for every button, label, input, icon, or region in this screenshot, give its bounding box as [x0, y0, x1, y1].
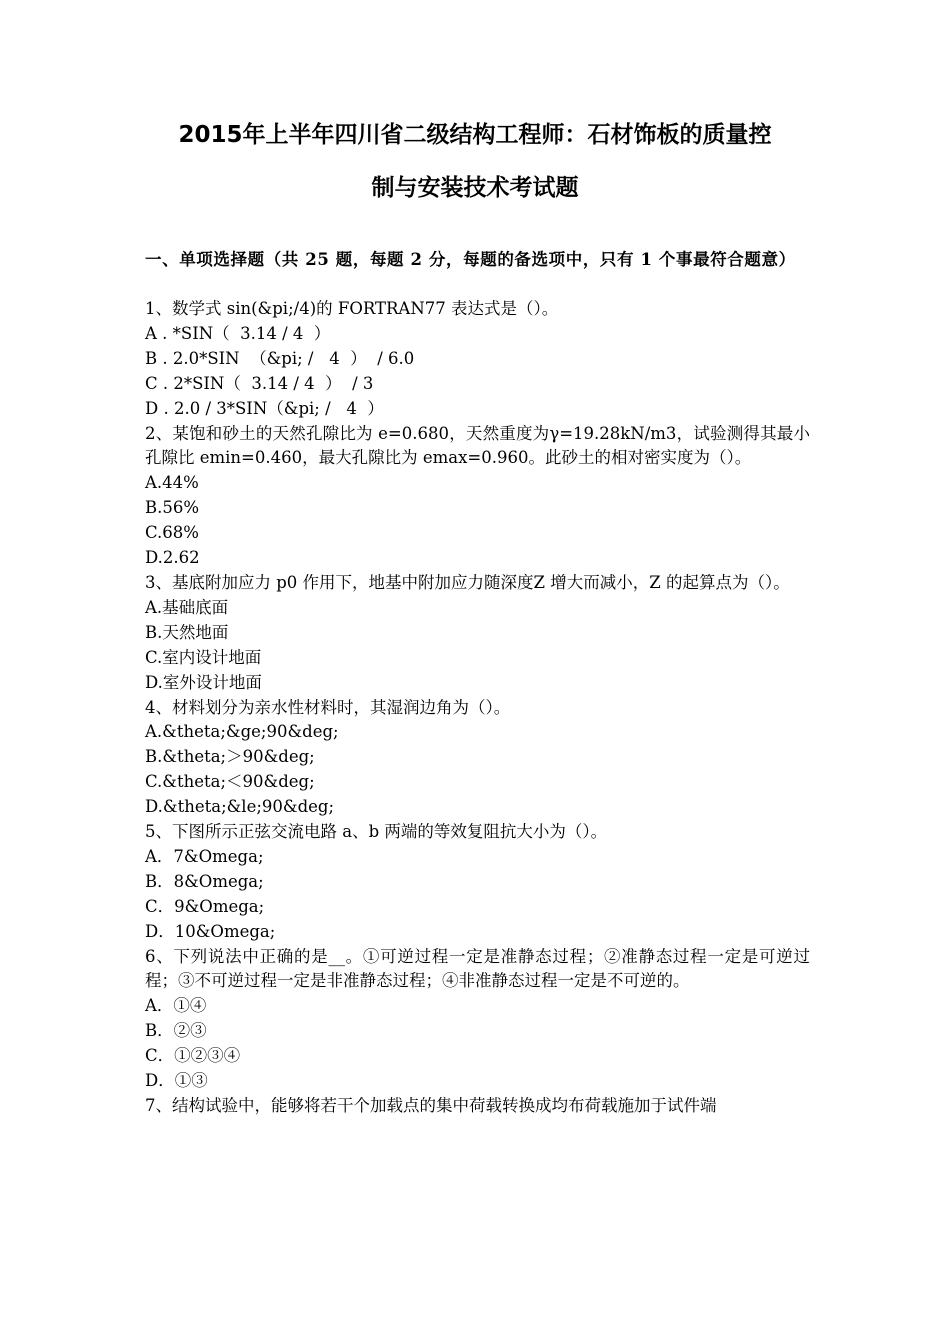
question-2-option-c: C.68% — [145, 523, 199, 543]
question-4-option-a: A.&theta;&ge;90&deg; — [145, 722, 339, 742]
question-1-option-a: A . *SIN（ 3.14 / 4 ） — [145, 323, 331, 343]
question-6-option-b: B．②③ — [145, 1021, 207, 1041]
question-3-stem: 3、基底附加应力 p0 作用下，地基中附加应力随深度Z 增大而减小，Z 的起算点为（）。 — [145, 572, 790, 592]
question-5-option-c: C．9&Omega; — [145, 896, 265, 916]
question-4-option-c: C.&theta;＜90&deg; — [145, 772, 315, 792]
question-2-option-a: A.44% — [145, 473, 199, 493]
question-4-stem: 4、材料划分为亲水性材料时，其湿润边角为（）。 — [145, 697, 511, 717]
question-1-option-c: C . 2*SIN（ 3.14 / 4 ） / 3 — [145, 373, 374, 393]
question-5-option-a: A．7&Omega; — [145, 846, 264, 866]
question-4-option-b: B.&theta;＞90&deg; — [145, 747, 315, 767]
question-6-option-d: D．①③ — [145, 1071, 208, 1091]
question-5-option-d: D．10&Omega; — [145, 921, 276, 941]
question-6-option-a: A．①④ — [145, 996, 207, 1016]
question-4-option-d: D.&theta;&le;90&deg; — [145, 797, 335, 817]
question-6-stem: 6、下列说法中正确的是__。①可逆过程一定是准静态过程；②准静态过程一定是可逆过程；③不可逆过程一定是非准静态过程；④非准静态过程一定是不可逆的。 — [145, 946, 810, 991]
section-heading: 一、单项选择题（共 25 题，每题 2 分，每题的备选项中，只有 1 个事最符合题意） — [145, 250, 796, 269]
question-3-option-b: B.天然地面 — [145, 622, 229, 642]
question-1-option-d: D . 2.0 / 3*SIN（&pi; / 4 ） — [145, 398, 384, 418]
document-title-line-1: 2015年上半年四川省二级结构工程师：石材饰板的质量控 — [178, 122, 772, 148]
question-1-stem: 1、数学式 sin(&pi;/4)的 FORTRAN77 表达式是（）。 — [145, 299, 559, 318]
question-3-option-a: A.基础底面 — [145, 597, 229, 617]
question-2-option-b: B.56% — [145, 498, 200, 518]
question-5-stem: 5、下图所示正弦交流电路 a、b 两端的等效复阻抗大小为（）。 — [145, 822, 608, 842]
question-7-stem: 7、结构试验中，能够将若干个加载点的集中荷载转换成均布荷载施加于试件端 — [145, 1096, 717, 1115]
question-1-option-b: B . 2.0*SIN （&pi; / 4 ） / 6.0 — [145, 348, 415, 368]
question-2-option-d: D.2.62 — [145, 548, 200, 568]
question-2-stem: 2、某饱和砂土的天然孔隙比为 e=0.680，天然重度为γ=19.28kN/m3，试验测得其最小孔隙比 emin=0.460，最大孔隙比为 emax=0.960。此砂土的相对密实度为（）。 — [145, 423, 810, 468]
question-6-option-c: C．①②③④ — [145, 1046, 241, 1066]
document-title-line-2: 制与安装技术考试题 — [371, 175, 579, 201]
question-5-option-b: B．8&Omega; — [145, 871, 264, 891]
question-list — [145, 297, 810, 1119]
question-3-option-c: C.室内设计地面 — [145, 647, 262, 667]
question-3-option-d: D.室外设计地面 — [145, 672, 262, 692]
